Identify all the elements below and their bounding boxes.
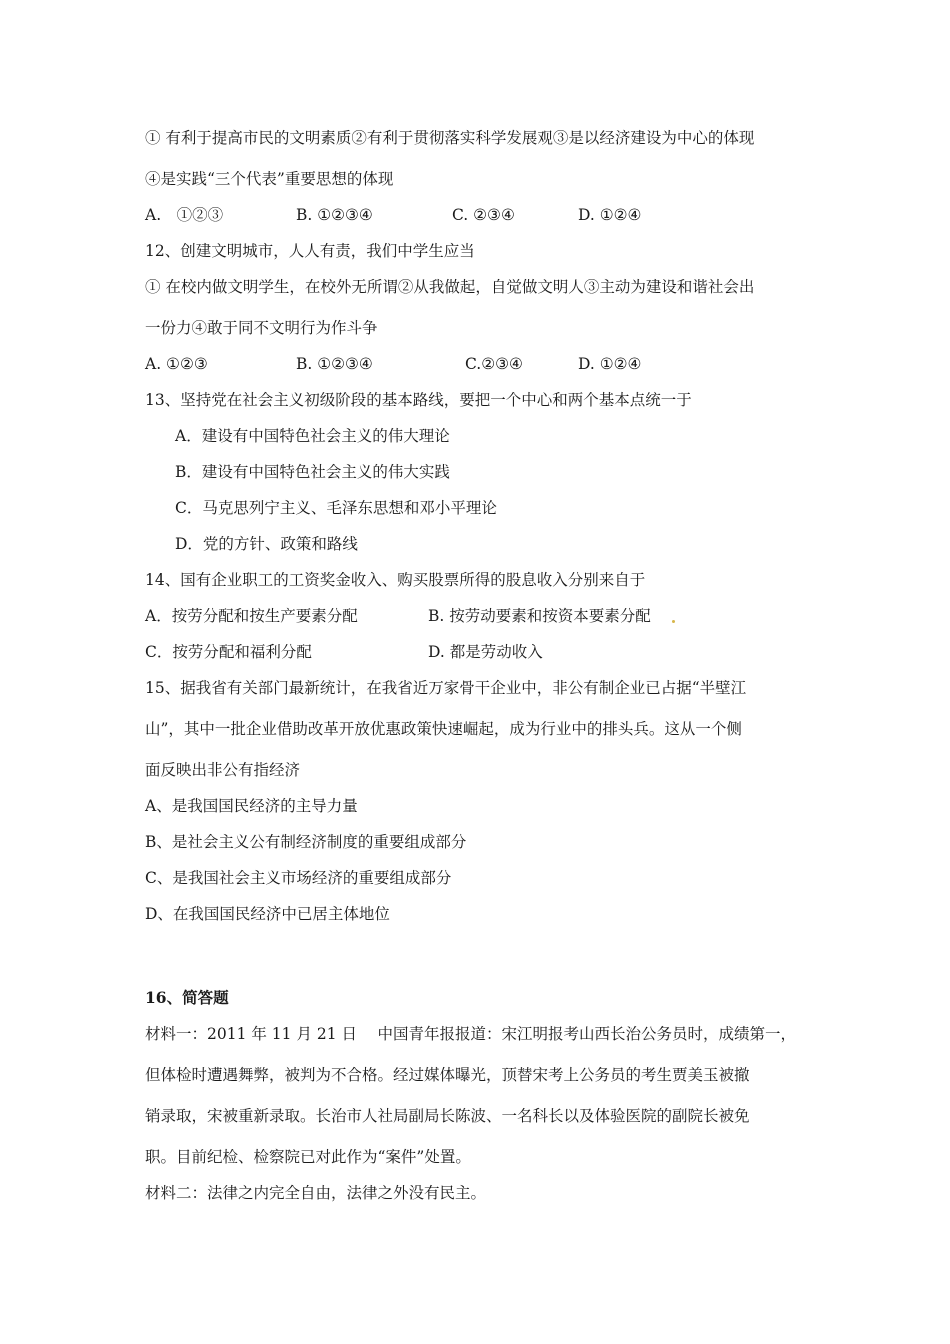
q12-option-b: B. ①②③④ [296,355,373,373]
q14-stem: 14、国有企业职工的工资奖金收入、购买股票所得的股息收入分别来自于 [145,571,646,589]
material-1-line-4: 职。目前纪检、检察院已对此作为“案件”处置。 [145,1148,471,1166]
q13-stem: 13、坚持党在社会主义初级阶段的基本路线，要把一个中心和两个基本点统一于 [145,391,692,409]
q14-option-d: D. 都是劳动收入 [428,643,543,661]
stray-mark [672,620,675,623]
q11-option-c: C. ②③④ [452,206,515,224]
q12-statements-line-2: 一份力④敢于同不文明行为作斗争 [145,319,378,337]
q15-option-b: B、是社会主义公有制经济制度的重要组成部分 [145,833,467,851]
q11-statements-line-1: ① 有利于提高市民的文明素质②有利于贯彻落实科学发展观③是以经济建设为中心的体现 [145,129,755,147]
q15-stem-line-3: 面反映出非公有指经济 [145,761,301,779]
q11-statements-line-2: ④是实践“三个代表”重要思想的体现 [145,170,394,188]
q15-option-a: A、是我国国民经济的主导力量 [145,797,358,815]
q11-option-d: D. ①②④ [578,206,642,224]
q14-option-b: B. 按劳动要素和按资本要素分配 [428,607,651,625]
material-2: 材料二：法律之内完全自由，法律之外没有民主。 [145,1184,487,1202]
material-1-line-2: 但体检时遭遇舞弊，被判为不合格。经过媒体曝光，顶替宋考上公务员的考生贾美玉被撤 [145,1066,750,1084]
q12-statements-line-1: ① 在校内做文明学生，在校外无所谓②从我做起，自觉做文明人③主动为建设和谐社会出 [145,278,755,296]
q11-option-b: B. ①②③④ [296,206,373,224]
q15-option-d: D、在我国国民经济中已居主体地位 [145,905,390,923]
q13-option-a: A．建设有中国特色社会主义的伟大理论 [175,427,450,445]
q12-option-d: D. ①②④ [578,355,642,373]
q12-option-a: A. ①②③ [145,355,208,373]
q14-option-c: C．按劳分配和福利分配 [145,643,312,661]
q12-stem: 12、创建文明城市，人人有责，我们中学生应当 [145,242,475,260]
material-1-line-3: 销录取，宋被重新录取。长治市人社局副局长陈波、一名科长以及体验医院的副院长被免 [145,1107,750,1125]
q11-option-a: A. ①②③ [145,206,224,224]
q15-stem-line-1: 15、据我省有关部门最新统计，在我省近万家骨干企业中，非公有制企业已占据“半壁江 [145,679,747,697]
q14-option-a: A．按劳分配和按生产要素分配 [145,607,358,625]
q13-option-c: C．马克思列宁主义、毛泽东思想和邓小平理论 [175,499,497,517]
q13-option-d: D．党的方针、政策和路线 [175,535,358,553]
q13-option-b: B．建设有中国特色社会主义的伟大实践 [175,463,450,481]
material-1-line-1: 材料一：2011 年 11 月 21 日 中国青年报报道：宋江明报考山西长治公务员时，成绩第一， [145,1025,796,1043]
q12-option-c: C.②③④ [465,355,523,373]
q15-option-c: C、是我国社会主义市场经济的重要组成部分 [145,869,452,887]
q15-stem-line-2: 山”，其中一批企业借助改革开放优惠政策快速崛起，成为行业中的排头兵。这从一个侧 [145,720,742,738]
q16-heading: 16、简答题 [145,988,229,1007]
